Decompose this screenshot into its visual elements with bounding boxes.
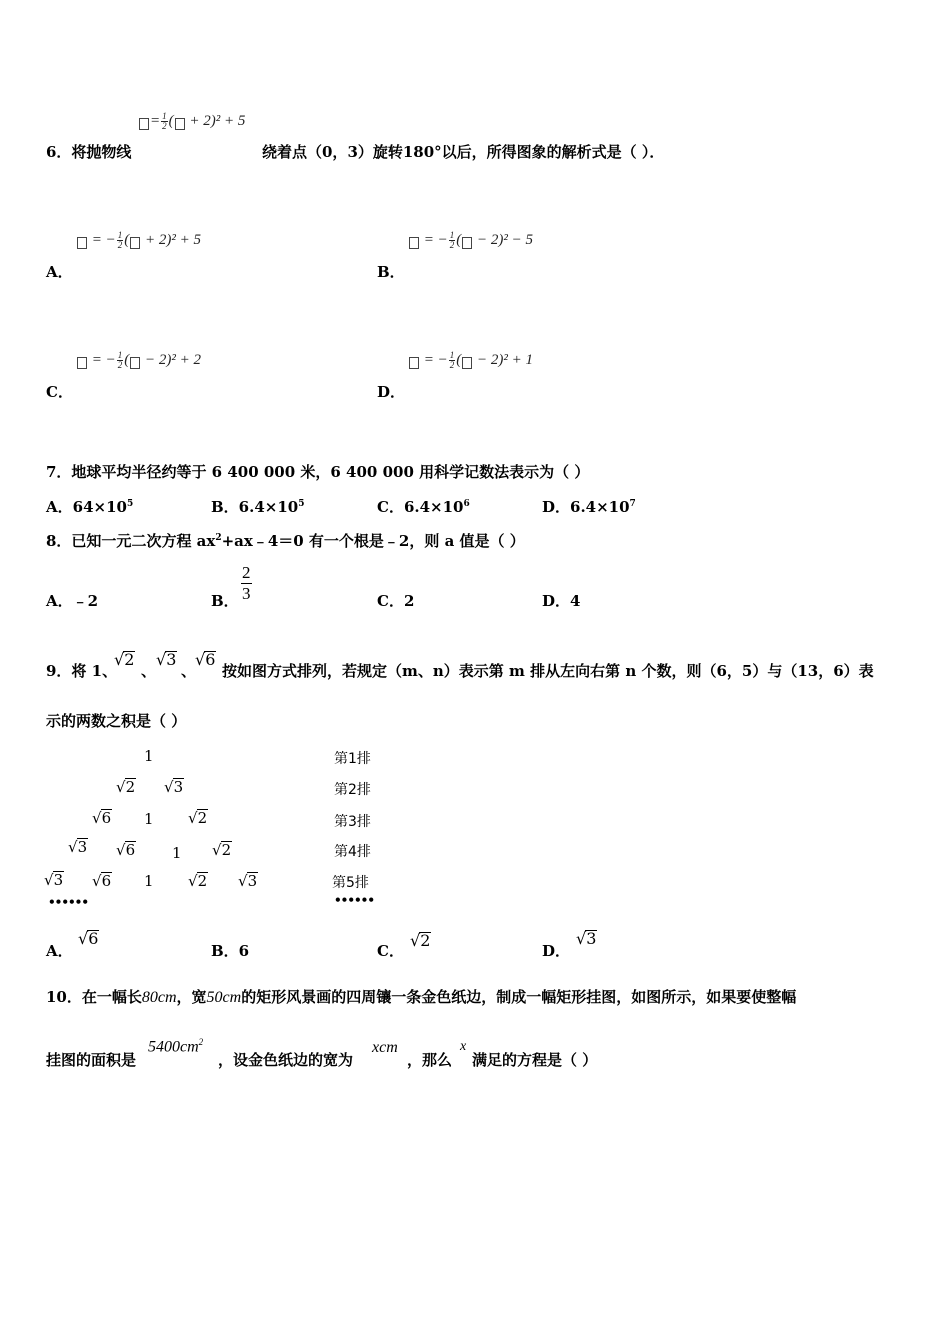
figure-row5-item5: √3: [238, 872, 258, 890]
row-label-2: 第2排: [334, 782, 371, 798]
figure-row4-item4: √2: [212, 841, 232, 859]
q8-option-d[interactable]: D．4: [542, 592, 581, 610]
figure-row5-item4: √2: [188, 872, 208, 890]
q8-option-b-label[interactable]: B．: [211, 592, 239, 610]
q10-x: x: [460, 1039, 467, 1054]
figure-right-ellipsis: ••••••: [334, 893, 375, 907]
q8-option-b-fraction: 2 3: [242, 563, 251, 603]
figure-row4-item2: √6: [116, 841, 136, 859]
q6-text-b: 绕着点（0，3）旋转180°以后，所得图象的解析式是（ ）．: [262, 143, 665, 161]
q10-text-f: ，那么: [407, 1051, 453, 1069]
q9-option-d-label[interactable]: D．: [542, 942, 571, 960]
q6-option-b-label[interactable]: B．: [377, 263, 405, 281]
figure-row4-item3: 1: [172, 844, 182, 862]
q7-option-c[interactable]: C．$6.4\times 10^6$: [377, 498, 470, 516]
figure-row2-item2: √3: [164, 778, 184, 796]
q9-option-d-sqrt: √3: [576, 929, 597, 948]
row-label-4: 第4排: [334, 844, 371, 860]
figure-left-ellipsis: ••••••: [48, 895, 89, 909]
figure-row1-item1: 1: [144, 747, 154, 765]
figure-row3-item1: √6: [92, 809, 112, 827]
q10-text-e: ，设金色纸边的宽为: [218, 1051, 354, 1069]
q9-separator-2: 、: [181, 662, 197, 680]
q6-option-b-formula: = − $\frac{1}{2}$ ( − 2)² − 5: [408, 231, 533, 250]
q10-text-g: 满足的方程是（ ）: [472, 1051, 598, 1069]
figure-row2-item1: √2: [116, 778, 136, 796]
q7-option-a[interactable]: A．$64\times 10^5$: [46, 498, 134, 516]
q6-option-a-label[interactable]: A．: [46, 263, 73, 281]
q7-option-b[interactable]: B．$6.4\times 10^5$: [211, 498, 305, 516]
q8-text: 8．已知一元二次方程 $ax^2+ax﹣4=0$ 有一个根是﹣2，则 a 值是（ ）: [46, 532, 525, 550]
placeholder-glyph: [139, 118, 149, 130]
sqrt-6: √6: [195, 650, 216, 669]
q6-option-d-formula: = − $\frac{1}{2}$ ( − 2)² + 1: [408, 351, 533, 370]
q7-option-d[interactable]: D．$6.4\times 10^7$: [542, 498, 636, 516]
figure-row5-item2: √6: [92, 872, 112, 890]
q9-option-c-label[interactable]: C．: [377, 942, 404, 960]
q9-option-a-label[interactable]: A．: [46, 942, 73, 960]
q6-option-c-label[interactable]: C．: [46, 383, 73, 401]
q9-text-c: 示的两数之积是（ ）: [46, 712, 187, 730]
q6-option-a-formula: = − $\frac{1}{2}$ ( + 2)² + 5: [76, 231, 201, 250]
q8-option-c[interactable]: C．2: [377, 592, 415, 610]
q9-separator-1: 、: [141, 662, 157, 680]
sqrt-2: √2: [114, 650, 135, 669]
q8-option-a[interactable]: A．﹣2: [46, 592, 99, 610]
q10-length: 80cm: [141, 989, 177, 1006]
q10-line-1: 10．在一幅长80cm，宽50cm的矩形风景画的四周镶一条金色纸边，制成一幅矩形挂图，如图所示，如果要使整幅: [46, 988, 797, 1006]
figure-row3-item3: √2: [188, 809, 208, 827]
row-label-3: 第3排: [334, 814, 371, 830]
figure-row4-item1: √3: [68, 838, 88, 856]
q6-option-c-formula: = − $\frac{1}{2}$ ( − 2)² + 2: [76, 351, 201, 370]
q9-option-c-sqrt: √2: [410, 931, 431, 950]
q6-option-d-label[interactable]: D．: [377, 383, 406, 401]
sqrt-3: √3: [156, 650, 177, 669]
q10-area: $5400cm^2$: [148, 1037, 204, 1056]
q10-text-d: 挂图的面积是: [46, 1051, 137, 1069]
figure-row3-item2: 1: [144, 810, 154, 828]
q10-xcm: xcm: [372, 1039, 398, 1056]
q6-lead-formula: = $\frac{1}{2}$ ( + 2)² + 5: [138, 112, 245, 131]
q9-text-a: 9．将 1、: [46, 662, 118, 680]
figure-row5-item3: 1: [144, 872, 154, 890]
row-label-1: 第1排: [334, 751, 371, 767]
q10-width: 50cm: [206, 989, 242, 1006]
q9-option-a-sqrt: √6: [78, 929, 99, 948]
q7-text: 7．地球平均半径约等于 6 400 000 米，6 400 000 用科学记数法表示为（ ）: [46, 463, 590, 481]
q9-option-b[interactable]: B．6: [211, 942, 250, 960]
q6-text-a: 6．将抛物线: [46, 143, 132, 161]
row-label-5: 第5排: [332, 875, 369, 891]
q9-text-b: 按如图方式排列，若规定（m、n）表示第 m 排从左向右第 n 个数，则（6，5）与（13，6）表: [222, 662, 874, 680]
figure-row5-item1: √3: [44, 871, 64, 889]
